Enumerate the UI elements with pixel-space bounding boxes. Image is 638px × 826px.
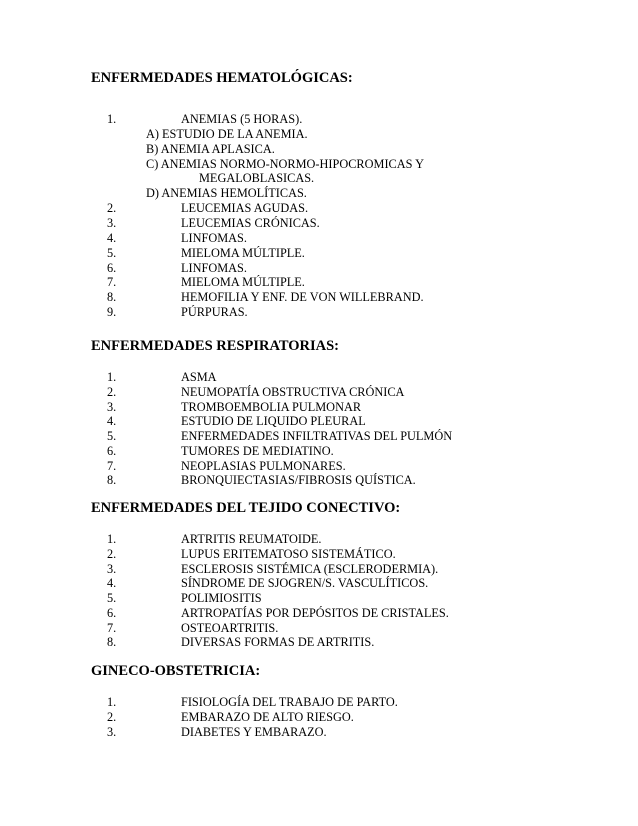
list-item [0, 231, 638, 246]
list-item [0, 305, 638, 320]
item-text: ARTROPATÍAS POR DEPÓSITOS DE CRISTALES. [181, 605, 449, 620]
item-text: NEOPLASIAS PULMONARES. [181, 458, 346, 473]
item-number: 1. [107, 370, 117, 384]
list-item [0, 157, 638, 172]
list-item [0, 562, 638, 577]
item-number: 8. [107, 635, 117, 650]
list-item [0, 142, 638, 157]
list-item [0, 710, 638, 725]
item-number: 8. [107, 473, 117, 488]
list-item [0, 695, 638, 710]
item-text: LINFOMAS. [181, 230, 247, 245]
list-item [0, 576, 638, 591]
list-item [0, 112, 638, 127]
list-item [0, 459, 638, 474]
sub-item-continuation: MEGALOBLASICAS. [199, 171, 315, 186]
item-text: PÚRPURAS. [181, 305, 248, 320]
item-number: 5. [107, 429, 117, 443]
list-item [0, 591, 638, 606]
item-number: 3. [107, 561, 117, 576]
item-number: 7. [107, 458, 117, 473]
item-number: 1. [107, 112, 117, 126]
item-number: 5. [107, 245, 117, 260]
list-item [0, 606, 638, 621]
list-item [0, 532, 638, 547]
item-text: TUMORES DE MEDIATINO. [181, 443, 334, 458]
item-number: 6. [107, 443, 117, 458]
item-number: 6. [107, 605, 117, 620]
item-text: MIELOMA MÚLTIPLE. [181, 245, 305, 260]
item-text: LUPUS ERITEMATOSO SISTEMÁTICO. [181, 546, 396, 561]
item-text: SÍNDROME DE SJOGREN/S. VASCULÍTICOS. [181, 576, 429, 591]
item-number: 4. [107, 230, 117, 245]
list-item [0, 621, 638, 636]
sub-item-text: B) ANEMIA APLASICA. [146, 141, 275, 156]
list-item [0, 290, 638, 305]
item-text: DIABETES Y EMBARAZO. [181, 724, 327, 739]
item-text: NEUMOPATÍA OBSTRUCTIVA CRÓNICA [181, 384, 405, 399]
item-number: 5. [107, 591, 117, 605]
item-text: LINFOMAS. [181, 260, 247, 275]
sub-item-text: A) ESTUDIO DE LA ANEMIA. [146, 126, 308, 141]
item-text: FISIOLOGÍA DEL TRABAJO DE PARTO. [181, 695, 398, 709]
list-item [0, 725, 638, 740]
item-text: POLIMIOSITIS [181, 591, 262, 605]
list-item [0, 473, 638, 488]
item-number: 4. [107, 576, 117, 591]
item-text: HEMOFILIA Y ENF. DE VON WILLEBRAND. [181, 290, 424, 305]
section-heading: ENFERMEDADES DEL TEJIDO CONECTIVO: [91, 500, 401, 516]
list-item [0, 127, 638, 142]
item-text: EMBARAZO DE ALTO RIESGO. [181, 709, 354, 724]
item-text: ASMA [181, 370, 217, 384]
list-item [0, 429, 638, 444]
item-number: 2. [107, 201, 117, 216]
section-heading: GINECO-OBSTETRICIA: [91, 663, 261, 679]
item-number: 8. [107, 290, 117, 305]
list-item [0, 186, 638, 201]
sub-item-text: C) ANEMIAS NORMO-NORMO-HIPOCROMICAS Y [146, 156, 424, 171]
item-number: 6. [107, 260, 117, 275]
list-item [0, 370, 638, 385]
list-item [0, 547, 638, 562]
item-text: BRONQUIECTASIAS/FIBROSIS QUÍSTICA. [181, 473, 416, 488]
item-number: 4. [107, 414, 117, 429]
list-item [0, 171, 638, 186]
section-heading: ENFERMEDADES RESPIRATORIAS: [91, 338, 340, 354]
item-text: ENFERMEDADES INFILTRATIVAS DEL PULMÓN [181, 429, 453, 443]
list-item [0, 201, 638, 216]
sub-item-text: D) ANEMIAS HEMOLÍTICAS. [146, 186, 307, 201]
item-text: LEUCEMIAS CRÓNICAS. [181, 215, 320, 230]
item-number: 3. [107, 215, 117, 230]
list-item [0, 414, 638, 429]
item-number: 7. [107, 620, 117, 635]
item-number: 1. [107, 532, 117, 546]
list-item [0, 216, 638, 231]
list-item [0, 635, 638, 650]
item-number: 2. [107, 546, 117, 561]
item-number: 7. [107, 275, 117, 290]
list-item [0, 400, 638, 415]
item-number: 3. [107, 724, 117, 739]
item-number: 1. [107, 695, 117, 709]
item-text: DIVERSAS FORMAS DE ARTRITIS. [181, 635, 375, 650]
list-item [0, 385, 638, 400]
list-item [0, 275, 638, 290]
item-text: ARTRITIS REUMATOIDE. [181, 532, 322, 546]
section-heading: ENFERMEDADES HEMATOLÓGICAS: [91, 70, 353, 86]
item-number: 2. [107, 709, 117, 724]
item-number: 2. [107, 384, 117, 399]
item-text: OSTEOARTRITIS. [181, 620, 279, 635]
item-number: 3. [107, 399, 117, 414]
list-item [0, 444, 638, 459]
item-number: 9. [107, 305, 117, 320]
list-item [0, 261, 638, 276]
item-text: TROMBOEMBOLIA PULMONAR [181, 399, 362, 414]
item-text: ESCLEROSIS SISTÉMICA (ESCLERODERMIA). [181, 561, 439, 576]
item-text: ANEMIAS (5 HORAS). [181, 112, 303, 126]
item-text: MIELOMA MÚLTIPLE. [181, 275, 305, 290]
item-text: ESTUDIO DE LIQUIDO PLEURAL [181, 414, 366, 429]
item-text: LEUCEMIAS AGUDAS. [181, 201, 309, 216]
list-item [0, 246, 638, 261]
